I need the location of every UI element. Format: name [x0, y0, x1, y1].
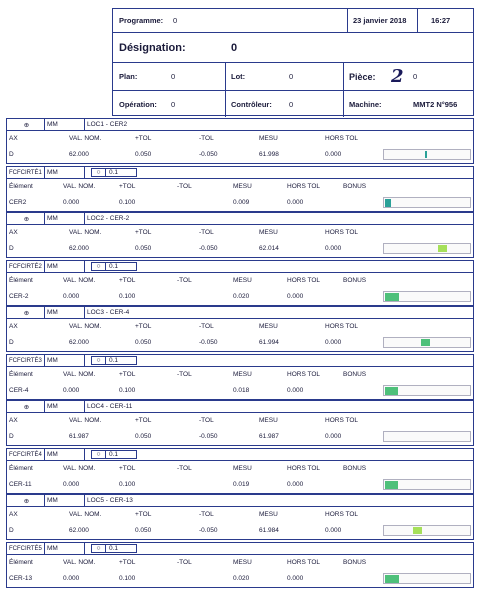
loc-header-bar [6, 400, 474, 413]
circularity-icon: ○ [92, 263, 106, 270]
fcf-column-header: VAL. NOM. [63, 277, 96, 284]
fcf-cell: CER-11 [9, 481, 32, 488]
controleur-label: Contrôleur: [231, 99, 272, 109]
loc-cell: 0.050 [135, 245, 152, 252]
fcf-column-header: MESU [233, 371, 252, 378]
loc-cell: D [9, 339, 14, 346]
deviation-gauge [383, 149, 471, 160]
fcf-table [6, 179, 474, 212]
loc-cell: -0.050 [199, 527, 218, 534]
loc-cell: -0.050 [199, 339, 218, 346]
loc-column-header: HORS TOL [325, 417, 358, 424]
fcf-column-header: +TOL [119, 465, 136, 472]
measurement-section [6, 306, 474, 400]
loc-label: LOC5 - CER-13 [87, 497, 133, 504]
lot-label: Lot: [231, 72, 246, 81]
fcf-column-header: BONUS [343, 465, 367, 472]
fcf-label: FCFCIRTÉ2 [7, 261, 45, 272]
piece-label: Pièce: [349, 71, 376, 82]
fcf-unit: MM [45, 449, 85, 460]
fcf-header-row [7, 555, 473, 571]
loc-column-header: -TOL [199, 511, 214, 518]
machine-label: Machine: [349, 99, 382, 109]
loc-column-header: AX [9, 417, 18, 424]
fcf-cell: 0.000 [287, 481, 304, 488]
fcf-column-header: HORS TOL [287, 277, 320, 284]
loc-column-header: VAL. NOM. [69, 229, 102, 236]
fcf-column-header: MESU [233, 559, 252, 566]
fcf-column-header: -TOL [177, 371, 192, 378]
loc-cell: 62.014 [259, 245, 279, 252]
loc-cell: -0.050 [199, 433, 218, 440]
measurement-sections [6, 118, 474, 588]
fcf-header-bar [6, 260, 474, 273]
report-date: 23 janvier 2018 [353, 16, 407, 25]
fcf-value-row [7, 289, 473, 305]
tolerance-frame [91, 544, 137, 553]
deviation-gauge [383, 243, 471, 254]
programme-label: Programme: [119, 16, 164, 25]
loc-cell: 61.984 [259, 527, 279, 534]
fcf-column-header: VAL. NOM. [63, 465, 96, 472]
loc-cell: D [9, 433, 14, 440]
deviation-marker [425, 151, 427, 158]
loc-unit: MM [45, 213, 85, 224]
programme-value: 0 [173, 16, 178, 25]
loc-column-header: AX [9, 229, 18, 236]
loc-header-row [7, 413, 473, 429]
fcf-column-header: BONUS [343, 183, 367, 190]
loc-column-header: HORS TOL [325, 135, 358, 142]
piece-value: 0 [413, 72, 418, 81]
tolerance-gauge [383, 291, 471, 302]
loc-column-header: MESU [259, 511, 278, 518]
loc-cell: 62.000 [69, 151, 89, 158]
deviation-gauge [383, 337, 471, 348]
loc-cell: 0.000 [325, 151, 342, 158]
loc-column-header: MESU [259, 323, 278, 330]
loc-cell: 0.000 [325, 527, 342, 534]
fcf-table [6, 367, 474, 400]
tolerance-gauge [383, 197, 471, 208]
fcf-column-header: Élément [9, 371, 33, 378]
loc-header-row [7, 131, 473, 147]
fcf-label: FCFCIRTÉ5 [7, 543, 45, 554]
loc-cell: 61.998 [259, 151, 279, 158]
loc-column-header: +TOL [135, 323, 152, 330]
circularity-icon: ○ [92, 451, 106, 458]
loc-value-row [7, 335, 473, 351]
loc-cell: 0.000 [325, 433, 342, 440]
loc-column-header: MESU [259, 135, 278, 142]
loc-cell: -0.050 [199, 151, 218, 158]
fcf-value-row [7, 571, 473, 587]
fcf-cell: 0.100 [119, 387, 136, 394]
fcf-column-header: -TOL [177, 465, 192, 472]
loc-column-header: MESU [259, 229, 278, 236]
report-header [112, 8, 474, 116]
fcf-cell: 0.000 [287, 575, 304, 582]
fcf-cell: 0.009 [233, 199, 250, 206]
loc-table [6, 507, 474, 540]
header-row-operation [113, 91, 473, 117]
measurement-section [6, 494, 474, 588]
loc-table [6, 413, 474, 446]
tolerance-frame [91, 262, 137, 271]
fcf-value-row [7, 195, 473, 211]
loc-label: LOC1 - CER2 [87, 121, 128, 128]
fcf-column-header: Élément [9, 277, 33, 284]
loc-cell: 0.050 [135, 339, 152, 346]
fcf-column-header: VAL. NOM. [63, 559, 96, 566]
plan-label: Plan: [119, 72, 138, 81]
loc-header-bar [6, 306, 474, 319]
fcf-cell: 0.000 [63, 293, 80, 300]
loc-value-row [7, 147, 473, 163]
fcf-cell: 0.020 [233, 293, 250, 300]
tolerance-gauge [383, 573, 471, 584]
position-symbol-icon: ⊕ [7, 213, 45, 224]
measurement-section [6, 400, 474, 494]
loc-column-header: -TOL [199, 417, 214, 424]
fcf-unit: MM [45, 543, 85, 554]
loc-column-header: +TOL [135, 511, 152, 518]
loc-cell: 62.000 [69, 527, 89, 534]
loc-cell: 62.000 [69, 245, 89, 252]
tolerance-frame [91, 168, 137, 177]
fcf-header-row [7, 273, 473, 289]
fcf-cell: 0.100 [119, 293, 136, 300]
fcf-header-bar [6, 448, 474, 461]
operation-value: 0 [171, 99, 176, 109]
loc-cell: D [9, 527, 14, 534]
loc-cell: 61.994 [259, 339, 279, 346]
loc-column-header: +TOL [135, 417, 152, 424]
measurement-section [6, 212, 474, 306]
loc-label: LOC4 - CER-11 [87, 403, 133, 410]
loc-header-row [7, 225, 473, 241]
fcf-column-header: VAL. NOM. [63, 183, 96, 190]
tolerance-gauge [383, 385, 471, 396]
fcf-column-header: Élément [9, 559, 33, 566]
fcf-cell: CER-13 [9, 575, 33, 582]
position-symbol-icon: ⊕ [7, 401, 45, 412]
fcf-cell: 0.018 [233, 387, 250, 394]
fcf-cell: 0.000 [63, 199, 80, 206]
tolerance-value: 0.1 [109, 545, 119, 552]
loc-value-row [7, 241, 473, 257]
fcf-unit: MM [45, 167, 85, 178]
header-row-designation [113, 33, 473, 63]
fcf-cell: 0.000 [287, 293, 304, 300]
fcf-label: FCFCIRTÉ1 [7, 167, 45, 178]
fcf-value-row [7, 477, 473, 493]
loc-table [6, 319, 474, 352]
fcf-header-bar [6, 542, 474, 555]
lot-value: 0 [289, 72, 294, 81]
fcf-cell: 0.100 [119, 575, 136, 582]
loc-table [6, 131, 474, 164]
loc-column-header: AX [9, 135, 18, 142]
loc-column-header: HORS TOL [325, 323, 358, 330]
loc-column-header: HORS TOL [325, 511, 358, 518]
deviation-gauge [383, 431, 471, 442]
fcf-header-bar [6, 354, 474, 367]
fcf-column-header: BONUS [343, 277, 367, 284]
loc-column-header: VAL. NOM. [69, 323, 102, 330]
loc-cell: 0.000 [325, 245, 342, 252]
loc-cell: D [9, 245, 14, 252]
fcf-unit: MM [45, 261, 85, 272]
loc-column-header: -TOL [199, 229, 214, 236]
circularity-icon: ○ [92, 169, 106, 176]
loc-unit: MM [45, 119, 85, 130]
tolerance-value: 0.1 [109, 451, 119, 458]
fcf-column-header: VAL. NOM. [63, 371, 96, 378]
loc-value-row [7, 429, 473, 445]
fcf-cell: CER-2 [9, 293, 29, 300]
fcf-column-header: +TOL [119, 559, 136, 566]
report-time: 16:27 [431, 16, 451, 25]
tolerance-gauge [383, 479, 471, 490]
plan-value: 0 [171, 72, 176, 81]
fcf-column-header: HORS TOL [287, 465, 320, 472]
fcf-cell: CER-4 [9, 387, 29, 394]
loc-column-header: VAL. NOM. [69, 417, 102, 424]
fcf-column-header: +TOL [119, 371, 136, 378]
fcf-column-header: MESU [233, 465, 252, 472]
fcf-column-header: HORS TOL [287, 183, 320, 190]
deviation-marker [421, 339, 430, 346]
loc-column-header: +TOL [135, 135, 152, 142]
tolerance-frame [91, 356, 137, 365]
tolerance-fill [385, 481, 398, 489]
loc-header-row [7, 507, 473, 523]
loc-column-header: HORS TOL [325, 229, 358, 236]
fcf-header-bar [6, 166, 474, 179]
loc-column-header: MESU [259, 417, 278, 424]
loc-cell: 0.050 [135, 527, 152, 534]
fcf-column-header: HORS TOL [287, 371, 320, 378]
fcf-column-header: BONUS [343, 559, 367, 566]
loc-column-header: AX [9, 511, 18, 518]
fcf-header-row [7, 367, 473, 383]
fcf-table [6, 273, 474, 306]
loc-cell: 0.050 [135, 433, 152, 440]
tolerance-fill [385, 387, 398, 395]
tolerance-value: 0.1 [109, 263, 119, 270]
fcf-header-row [7, 179, 473, 195]
machine-value: MMT2 N°956 [413, 99, 458, 109]
deviation-marker [438, 245, 447, 252]
fcf-cell: 0.020 [233, 575, 250, 582]
deviation-marker [413, 527, 422, 534]
fcf-column-header: HORS TOL [287, 559, 320, 566]
position-symbol-icon: ⊕ [7, 495, 45, 506]
loc-unit: MM [45, 401, 85, 412]
fcf-column-header: +TOL [119, 277, 136, 284]
loc-cell: 62.000 [69, 339, 89, 346]
designation-label: Désignation: [119, 41, 186, 54]
fcf-label: FCFCIRTÉ3 [7, 355, 45, 366]
loc-column-header: AX [9, 323, 18, 330]
fcf-column-header: -TOL [177, 277, 192, 284]
loc-cell: D [9, 151, 14, 158]
loc-cell: 61.987 [69, 433, 89, 440]
fcf-column-header: -TOL [177, 183, 192, 190]
loc-column-header: -TOL [199, 323, 214, 330]
position-symbol-icon: ⊕ [7, 119, 45, 130]
measurement-section [6, 118, 474, 212]
fcf-column-header: Élément [9, 183, 33, 190]
fcf-cell: 0.019 [233, 481, 250, 488]
circularity-icon: ○ [92, 357, 106, 364]
fcf-header-row [7, 461, 473, 477]
fcf-table [6, 461, 474, 494]
loc-cell: 0.000 [325, 339, 342, 346]
fcf-column-header: MESU [233, 183, 252, 190]
operation-label: Opération: [119, 99, 157, 109]
header-row-programme [113, 9, 473, 33]
loc-label: LOC3 - CER-4 [87, 309, 130, 316]
controleur-value: 0 [289, 99, 294, 109]
tolerance-fill [385, 199, 391, 207]
loc-value-row [7, 523, 473, 539]
loc-table [6, 225, 474, 258]
fcf-cell: 0.000 [287, 387, 304, 394]
fcf-column-header: -TOL [177, 559, 192, 566]
loc-header-bar [6, 118, 474, 131]
header-row-plan [113, 63, 473, 91]
tolerance-fill [385, 575, 399, 583]
tolerance-frame [91, 450, 137, 459]
tolerance-fill [385, 293, 399, 301]
fcf-column-header: BONUS [343, 371, 367, 378]
fcf-column-header: MESU [233, 277, 252, 284]
fcf-cell: CER2 [9, 199, 27, 206]
position-symbol-icon: ⊕ [7, 307, 45, 318]
fcf-label: FCFCIRTÉ4 [7, 449, 45, 460]
fcf-cell: 0.100 [119, 481, 136, 488]
designation-value: 0 [231, 41, 238, 54]
loc-unit: MM [45, 495, 85, 506]
fcf-unit: MM [45, 355, 85, 366]
loc-header-bar [6, 494, 474, 507]
tolerance-value: 0.1 [109, 169, 119, 176]
loc-column-header: +TOL [135, 229, 152, 236]
loc-cell: 61.987 [259, 433, 279, 440]
fcf-cell: 0.100 [119, 199, 136, 206]
fcf-column-header: +TOL [119, 183, 136, 190]
fcf-cell: 0.000 [63, 481, 80, 488]
fcf-column-header: Élément [9, 465, 33, 472]
loc-column-header: -TOL [199, 135, 214, 142]
loc-unit: MM [45, 307, 85, 318]
fcf-value-row [7, 383, 473, 399]
deviation-gauge [383, 525, 471, 536]
fcf-cell: 0.000 [63, 387, 80, 394]
fcf-table [6, 555, 474, 588]
circularity-icon: ○ [92, 545, 106, 552]
tolerance-value: 0.1 [109, 357, 119, 364]
loc-label: LOC2 - CER-2 [87, 215, 130, 222]
loc-cell: -0.050 [199, 245, 218, 252]
fcf-cell: 0.000 [63, 575, 80, 582]
loc-column-header: VAL. NOM. [69, 511, 102, 518]
loc-cell: 0.050 [135, 151, 152, 158]
loc-column-header: VAL. NOM. [69, 135, 102, 142]
piece-signature: 2 [391, 66, 404, 87]
loc-header-row [7, 319, 473, 335]
fcf-cell: 0.000 [287, 199, 304, 206]
loc-header-bar [6, 212, 474, 225]
